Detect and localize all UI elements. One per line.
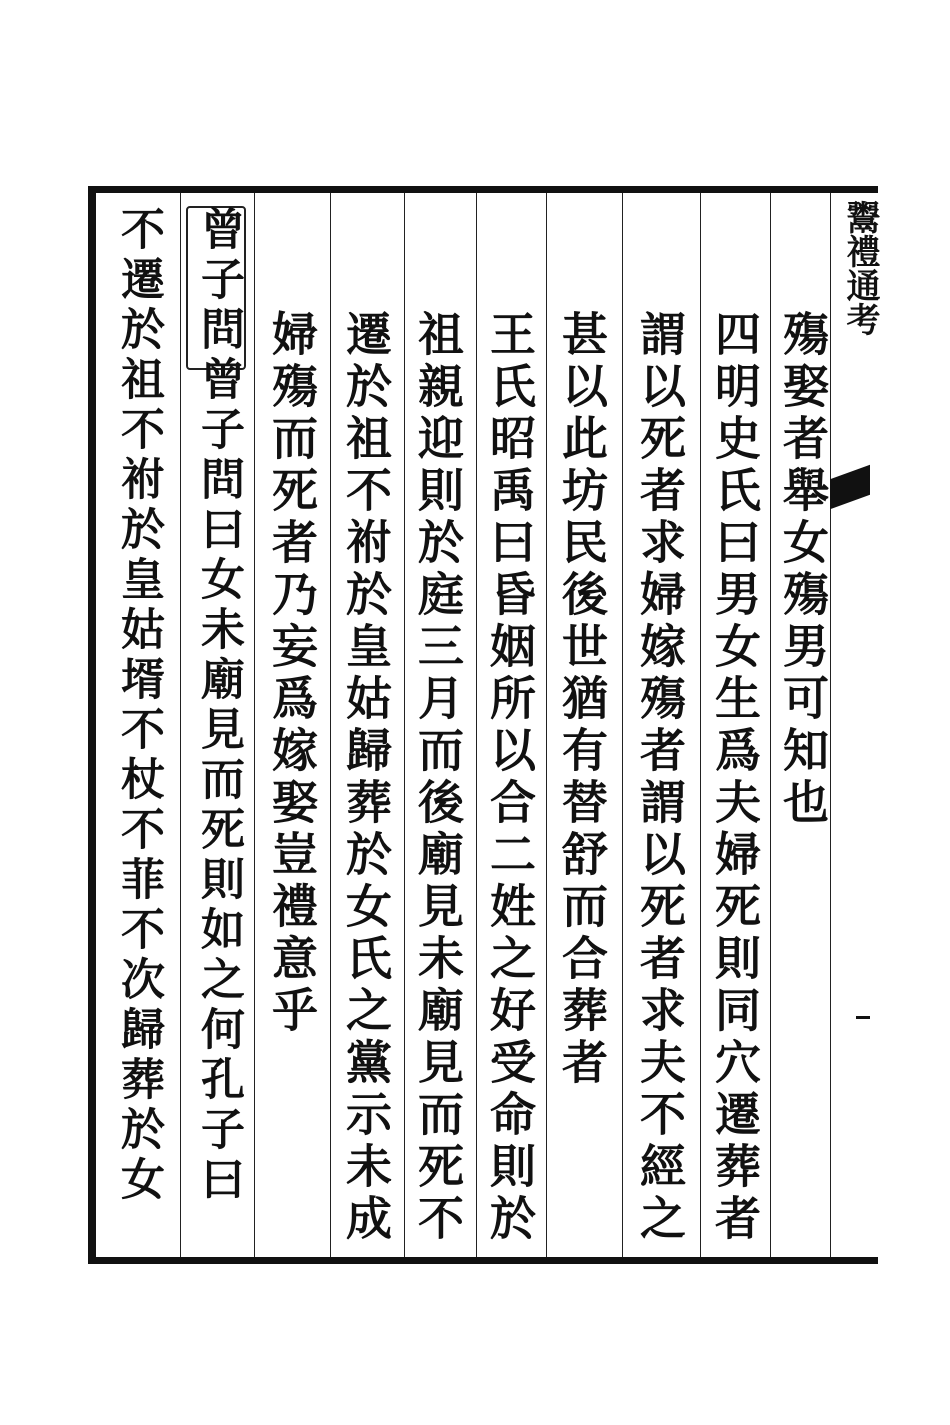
text-column: 甚以此坊民後世猶有替舒而合葬者	[555, 310, 609, 1090]
column-rule	[180, 193, 181, 1257]
text-column: 遷於祖不祔於皇姑歸葬於女氏之黨示未成	[339, 310, 393, 1246]
text-column: 殤娶者舉女殤男可知也	[776, 310, 830, 830]
text-column: 謂以死者求婦嫁殤者謂以死者求夫不經之	[633, 310, 687, 1246]
text-column: 曾子問曾子問曰女未廟見而死則如之何孔子曰	[193, 206, 244, 1206]
edge-title: 鬻禮通考	[840, 200, 880, 336]
column-rule	[330, 193, 331, 1257]
column-rule	[770, 193, 771, 1257]
column-rule	[476, 193, 477, 1257]
edge-tick	[856, 1016, 870, 1019]
column-rule	[700, 193, 701, 1257]
text-column: 婦殤而死者乃妄爲嫁娶豈禮意乎	[265, 310, 319, 1038]
column-rule	[404, 193, 405, 1257]
column-rule	[622, 193, 623, 1257]
text-column: 四明史氏曰男女生爲夫婦死則同穴遷葬者	[708, 310, 762, 1246]
text-column: 不遷於祖不祔於皇姑壻不杖不菲不次歸葬於女	[113, 206, 164, 1206]
text-column: 祖親迎則於庭三月而後廟見未廟見而死不	[411, 310, 465, 1246]
text-column: 王氏昭禹曰昏姻所以合二姓之好受命則於	[483, 310, 537, 1246]
column-rule	[254, 193, 255, 1257]
column-rule	[546, 193, 547, 1257]
